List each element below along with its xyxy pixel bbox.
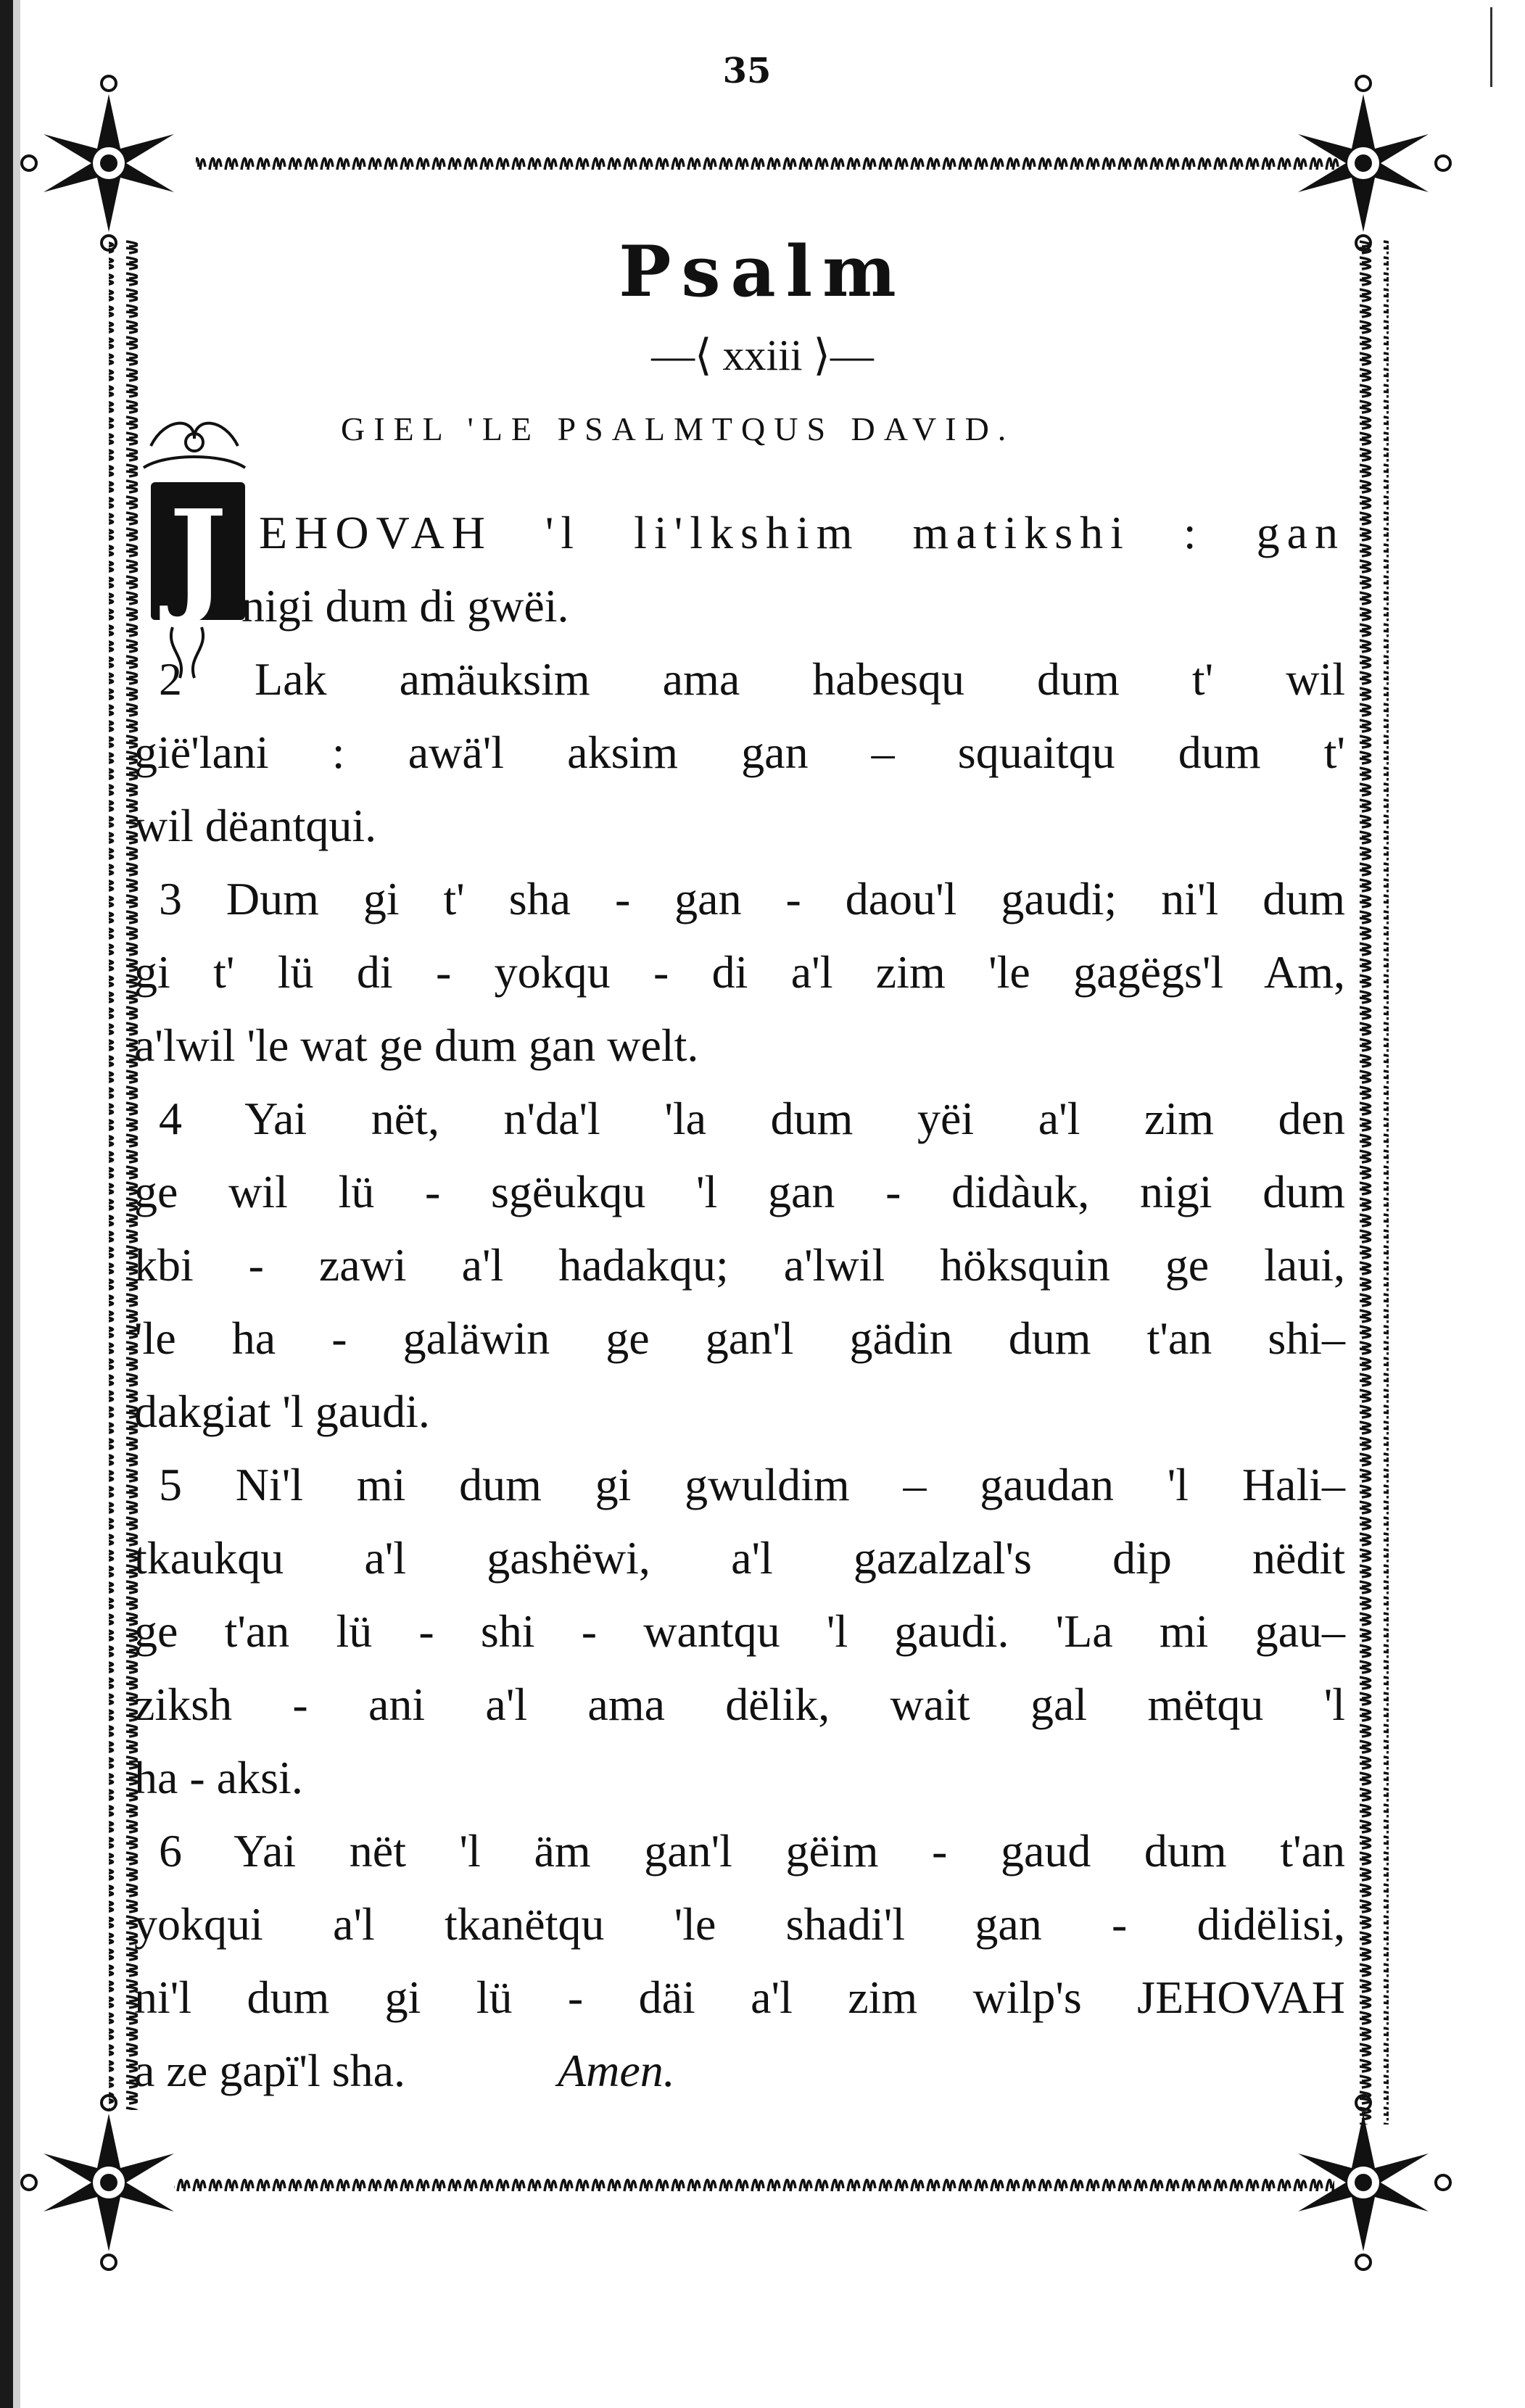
verse-line: a'lwil 'le wat ge dum gan welt. <box>134 1019 699 1071</box>
verse-line: ha - aksi. <box>134 1752 303 1803</box>
corner-top-left-icon <box>22 76 174 250</box>
psalm-number: —⟨ xxiii ⟩— <box>651 331 874 379</box>
border-left <box>109 239 138 2110</box>
psalm-title: Psalm <box>619 231 906 313</box>
verse-line: yokqui a'l tkanëtqu 'le shadi'l gan - didëlisi, <box>134 1898 1345 1950</box>
verse-line: ge wil lü - sgëukqu 'l gan - didàuk, nigi dum <box>134 1166 1345 1217</box>
corner-bottom-left-icon <box>22 2095 174 2270</box>
verse-line: 6 Yai nët 'l äm gan'l gëim - gaud dum t'an <box>159 1825 1345 1877</box>
dropcap-flourish-icon <box>144 423 245 468</box>
verse-line: tkaukqu a'l gashëwi, a'l gazalzal's dip nëdit <box>134 1532 1345 1584</box>
verse-line: gi t' lü di - yokqu - di a'l zim 'le gagëgs'l Am, <box>134 946 1345 998</box>
border-right <box>1360 239 1389 2124</box>
verse-line: EHOVAH 'l li'lkshim matikshi : gan <box>259 507 1345 558</box>
verse-line: nigi dum di gwëi. <box>241 580 569 632</box>
dropcap-letter: J <box>168 483 228 628</box>
verse-line: 'le ha - galäwin ge gan'l gädin dum t'an shi– <box>134 1312 1345 1364</box>
psalm-subtitle: GIEL 'LE PSALMTQUS DAVID. <box>341 410 1015 447</box>
page-number: 35 <box>722 51 772 91</box>
verse-line: ge t'an lü - shi - wantqu 'l gaudi. 'La mi gau– <box>134 1605 1345 1657</box>
border-bottom <box>174 2168 1334 2194</box>
verse-line: 2 Lak amäuksim ama habesqu dum t' wil <box>159 653 1345 705</box>
verse-line: 5 Ni'l mi dum gi gwuldim – gaudan 'l Hali– <box>159 1459 1345 1510</box>
verse-line: wil dëantqui. <box>134 800 377 851</box>
verse-line: 4 Yai nët, n'da'l 'la dum yëi a'l zim den <box>159 1093 1345 1144</box>
verse-line-final-text: a ze gapï'l sha. <box>134 2045 406 2096</box>
verse-line-final <box>134 2034 1345 2107</box>
verse-line: ni'l dum gi lü - däi a'l zim wilp's JEHOVAH <box>134 1972 1345 2023</box>
verse-line: dakgiat 'l gaudi. <box>134 1386 430 1437</box>
amen-text: Amen. <box>558 2045 675 2096</box>
verse-line: ziksh - ani a'l ama dëlik, wait gal mëtqu 'l <box>134 1679 1345 1730</box>
verse-line: kbi - zawi a'l hadakqu; a'lwil höksquin ge laui, <box>134 1239 1345 1291</box>
border-top <box>196 149 1342 176</box>
psalm-body <box>134 496 1345 2107</box>
verse-line: 3 Dum gi t' sha - gan - daou'l gaudi; ni'l dum <box>159 873 1345 924</box>
verse-line: gië'lani : awä'l aksim gan – squaitqu dum t' <box>134 727 1345 778</box>
